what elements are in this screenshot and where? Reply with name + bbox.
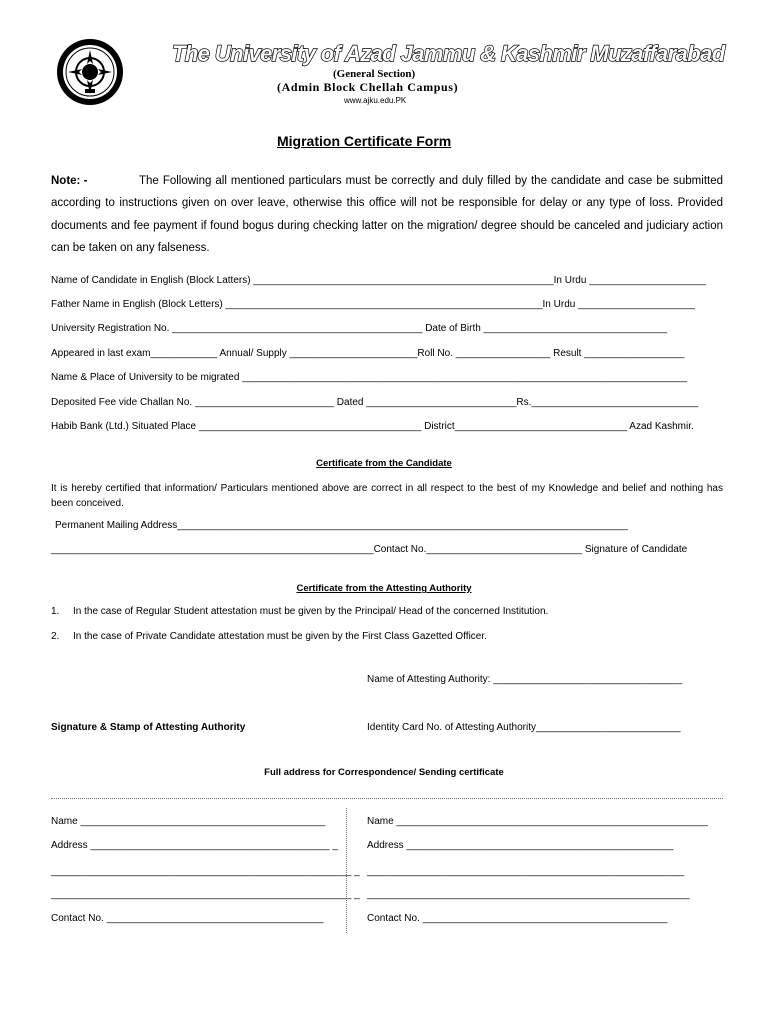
note-text: The Following all mentioned particulars must be correctly and duly filled by the candidate and case be submitted according to instructions given on over leave, otherwise this office will not be responsible for delay or any type of loss. Provided documents and fee payment if found bogus during checking latter on the migration/ degree should be canceled and judiciary action can be taken on any falseness.: [51, 175, 723, 254]
exam-field[interactable]: Appeared in last exam____________ Annual/ Supply _______________________Roll No. _________________ Result __________________: [51, 348, 685, 359]
identity-card-field[interactable]: Identity Card No. of Attesting Authority__________________________: [367, 722, 681, 733]
right-name-field[interactable]: Name ________________________________________________________: [367, 816, 708, 827]
left-address-line-1[interactable]: ______________________________________________________ _: [51, 866, 360, 877]
university-name: The University of Azad Jammu & Kashmir Muzaffarabad: [172, 41, 725, 66]
left-address-field[interactable]: Address ___________________________________________ _: [51, 840, 338, 851]
registration-dob-field[interactable]: University Registration No. _____________________________________________ Date of Birth _________________________________: [51, 323, 668, 334]
candidate-cert-text: It is hereby certified that information/ Particulars mentioned above are correct in all respect to the best of my Knowledge and belief and nothing has been conceived.: [51, 483, 723, 509]
authority-item-2: In the case of Private Candidate attestation must be given by the First Class Gazetted Officer.: [73, 631, 487, 642]
left-contact-field[interactable]: Contact No. _______________________________________: [51, 913, 324, 924]
right-contact-field[interactable]: Contact No. ____________________________________________: [367, 913, 668, 924]
right-address-line-2[interactable]: __________________________________________________________: [367, 889, 690, 900]
form-title: Migration Certificate Form: [277, 133, 452, 149]
contact-signature-line[interactable]: __________________________________________________________Contact No.____________________________ Signature of Candidate: [51, 544, 688, 555]
note-label: Note: -: [51, 175, 88, 187]
right-address-line-1[interactable]: _________________________________________________________: [367, 866, 685, 877]
signature-stamp-label: Signature & Stamp of Attesting Authority: [51, 722, 246, 733]
website: www.ajku.edu.PK: [344, 96, 407, 105]
campus-name: (Admin Block Chellah Campus): [277, 80, 459, 94]
authority-item-2-number: 2.: [51, 631, 60, 642]
authority-item-1-number: 1.: [51, 606, 60, 617]
left-address-line-2[interactable]: ______________________________________________________ _: [51, 889, 360, 900]
dotted-separator: [51, 798, 723, 799]
correspondence-heading: Full address for Correspondence/ Sending certificate: [264, 767, 504, 778]
fee-challan-field[interactable]: Deposited Fee vide Challan No. _________________________ Dated ___________________________Rs.______________________________: [51, 397, 699, 408]
left-name-field[interactable]: Name ____________________________________________: [51, 816, 326, 827]
note-paragraph: [51, 170, 723, 259]
attesting-authority-name-field[interactable]: Name of Attesting Authority: __________________________________: [367, 674, 683, 685]
university-seal: [55, 37, 125, 107]
general-section: (General Section): [333, 68, 416, 80]
authority-cert-heading: Certificate from the Attesting Authority: [296, 583, 472, 594]
authority-item-1: In the case of Regular Student attestation must be given by the Principal/ Head of the concerned Institution.: [73, 606, 549, 617]
father-name-field[interactable]: Father Name in English (Block Letters) _________________________________________________________In Urdu _____________________: [51, 299, 695, 310]
candidate-cert-heading: Certificate from the Candidate: [316, 458, 452, 469]
bank-field[interactable]: Habib Bank (Ltd.) Situated Place ________________________________________ District_______________________________ Azad Kashmir.: [51, 421, 694, 432]
right-address-field[interactable]: Address ________________________________________________: [367, 840, 674, 851]
candidate-name-field[interactable]: Name of Candidate in English (Block Latters) ______________________________________________________In Urdu _____________________: [51, 275, 707, 286]
migrate-university-field[interactable]: Name & Place of University to be migrated ________________________________________________________________________________: [51, 372, 688, 383]
mailing-address-field[interactable]: Permanent Mailing Address_________________________________________________________________________________: [55, 520, 628, 531]
